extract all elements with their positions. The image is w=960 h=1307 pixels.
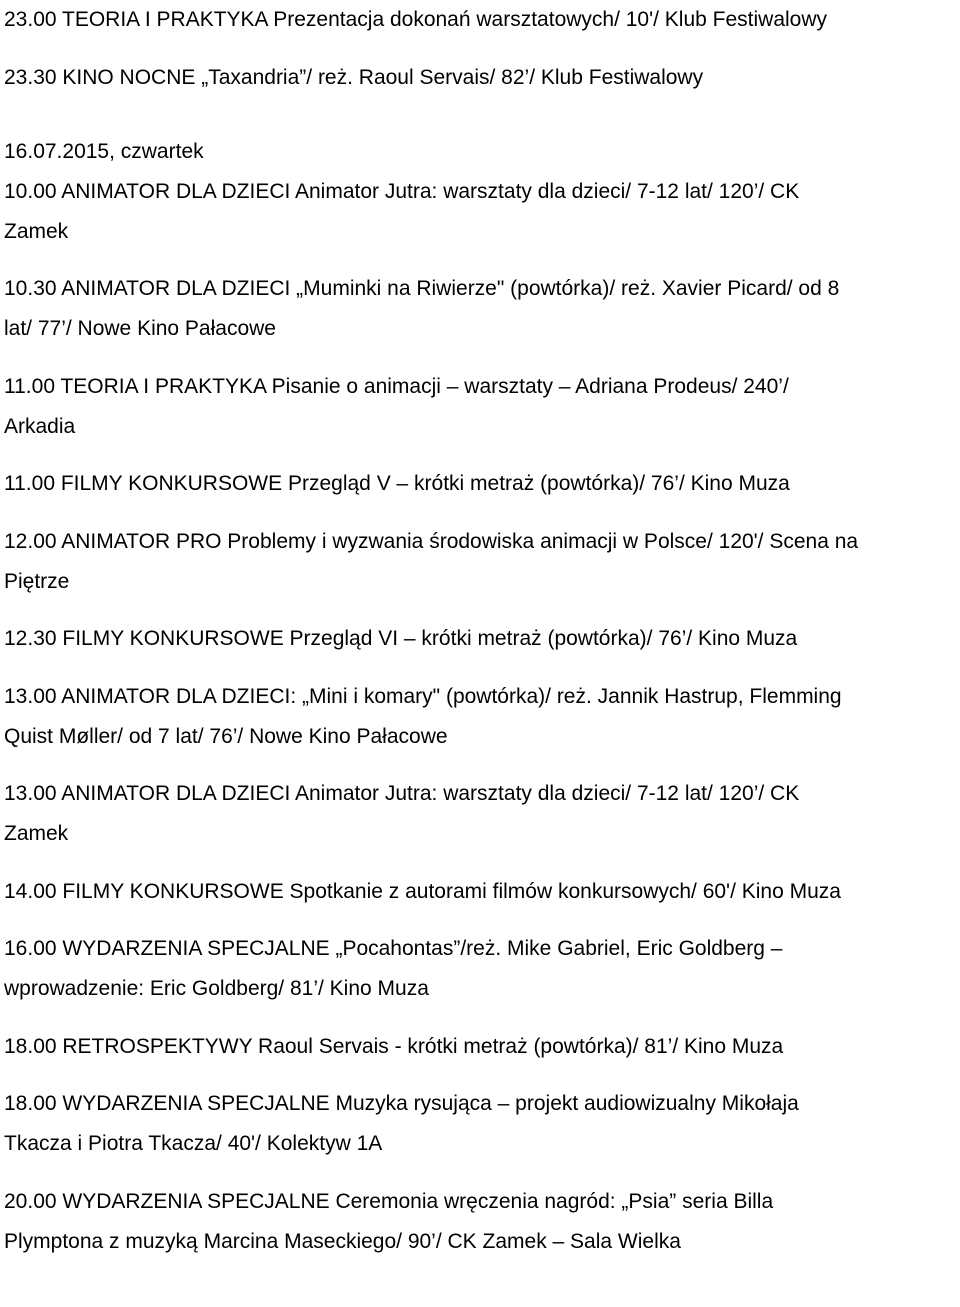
event-entry: [4, 677, 958, 757]
event-entry: [4, 1182, 958, 1262]
event-line: Arkadia: [4, 414, 76, 438]
event-line: 13.00 ANIMATOR DLA DZIECI Animator Jutra: warsztaty dla dzieci/ 7-12 lat/ 120’/ CK: [4, 782, 800, 805]
event-line: wprowadzenie: Eric Goldberg/ 81’/ Kino Muza: [4, 977, 429, 1000]
event-line: Zamek: [4, 822, 69, 845]
event-entry: [4, 464, 958, 504]
event-line: 23.30 KINO NOCNE „Taxandria”/ reż. Raoul Servais/ 82’/ Klub Festiwalowy: [4, 65, 704, 89]
event-line: Piętrze: [4, 569, 70, 593]
event-line: 10.00 ANIMATOR DLA DZIECI Animator Jutra: warsztaty dla dzieci/ 7-12 lat/ 120’/ CK: [4, 179, 800, 203]
event-line: 10.30 ANIMATOR DLA DZIECI „Muminki na Riwierze" (powtórka)/ reż. Xavier Picard/ od 8: [4, 277, 840, 300]
event-line: 11.00 TEORIA I PRAKTYKA Pisanie o animacji – warsztaty – Adriana Prodeus/ 240’/: [4, 374, 789, 398]
event-line: 18.00 RETROSPEKTYWY Raoul Servais - krótki metraż (powtórka)/ 81’/ Kino Muza: [4, 1034, 784, 1058]
event-line: lat/ 77’/ Nowe Kino Pałacowe: [4, 317, 276, 340]
event-entry: [4, 929, 958, 1009]
event-line: 12.00 ANIMATOR PRO Problemy i wyzwania środowiska animacji w Polsce/ 120'/ Scena na: [4, 529, 859, 553]
event-entry: [4, 522, 958, 602]
event-line: 12.30 FILMY KONKURSOWE Przegląd VI – krótki metraż (powtórka)/ 76’/ Kino Muza: [4, 627, 798, 650]
event-line: Plymptona z muzyką Marcina Maseckiego/ 90’/ CK Zamek – Sala Wielka: [4, 1229, 681, 1253]
event-line: 18.00 WYDARZENIA SPECJALNE Muzyka rysująca – projekt audiowizualny Mikołaja: [4, 1092, 799, 1115]
event-entry: [4, 619, 958, 659]
event-entry: [4, 269, 958, 349]
event-line: 16.00 WYDARZENIA SPECJALNE „Pocahontas”/reż. Mike Gabriel, Eric Goldberg –: [4, 937, 783, 960]
event-line: Zamek: [4, 219, 69, 243]
event-line: 14.00 FILMY KONKURSOWE Spotkanie z autorami filmów konkursowych/ 60'/ Kino Muza: [4, 879, 841, 903]
event-line: 13.00 ANIMATOR DLA DZIECI: „Mini i komary" (powtórka)/ reż. Jannik Hastrup, Flemming: [4, 684, 842, 708]
event-entry: [4, 872, 958, 912]
day-heading: 16.07.2015, czwartek: [4, 139, 204, 163]
event-line: 20.00 WYDARZENIA SPECJALNE Ceremonia wręczenia nagród: „Psia” seria Billa: [4, 1189, 774, 1213]
programme-document: [4, 0, 958, 1279]
event-line: 23.00 TEORIA I PRAKTYKA Prezentacja dokonań warsztatowych/ 10'/ Klub Festiwalowy: [4, 8, 828, 31]
event-entry: [4, 1027, 958, 1067]
event-entry: [4, 774, 958, 854]
event-line: Tkacza i Piotra Tkacza/ 40'/ Kolektyw 1A: [4, 1132, 383, 1155]
event-line: Quist Møller/ od 7 lat/ 76’/ Nowe Kino Pałacowe: [4, 724, 448, 748]
event-line: 11.00 FILMY KONKURSOWE Przegląd V – krótki metraż (powtórka)/ 76’/ Kino Muza: [4, 472, 790, 495]
event-entry: [4, 1084, 958, 1164]
event-entry: [4, 367, 958, 447]
spacer: [4, 98, 958, 132]
event-entry: [4, 172, 958, 252]
